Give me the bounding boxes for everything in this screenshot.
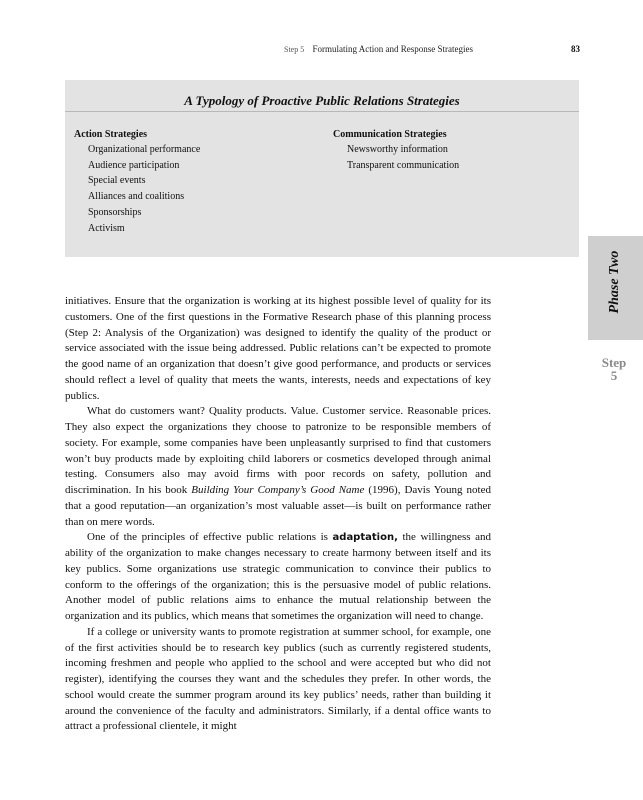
paragraph: initiatives. Ensure that the organization is working at its highest possible level of quality for its customers. One of the first questions in the Formative Research phase of this planning process (Step 2: Analysis of the Organization) was designed to identify the quality of the product or service associated with the issue being addressed. Public relations can’t be expected to promote the good name of an organization that doesn’t give good performance, and products or services should reflect a level of quality that meets the wants, interests, needs and expectations of key publics. — [65, 295, 491, 402]
step-marker-word: Step — [601, 355, 627, 370]
page-number: 83 — [571, 44, 580, 54]
communication-strategies-heading: Communication Strategies — [333, 129, 447, 140]
phase-tab — [588, 236, 643, 340]
action-strategy-item: Sponsorships — [88, 206, 142, 218]
step-marker-number: 5 — [610, 368, 618, 383]
action-strategy-item: Organizational performance — [88, 144, 201, 155]
action-strategy-item: Alliances and coalitions — [88, 191, 185, 203]
key-term: adaptation, — [332, 532, 398, 544]
paragraph-text: (1996), Davis Young noted that a good reputation—an organization’s most valuable asset—is built on performance rather than on mere words. — [65, 484, 491, 528]
paragraph-text: What do customers want? Quality products. Value. Customer service. Reasonable prices. They also expect the organizations they choose to patronize to be responsible members of society. For example, some companies have been unpleasantly surprised to find that customers won’t buy products made by exploiting child laborers or cosmetics developed through animal testing. Consumers also may avoid firms with poor records on safety, pollution and discrimination. In his book — [65, 405, 491, 496]
paragraph-text: the willingness and ability of the organization to make changes necessary to create harmony between itself and its key publics. Some organizations use strategic communication to convince their publics to conform to the offerings of the organization; this is the persuasive model of public relations. Another model of public relations aims to enhance the mutual relationship between the organization and its publics, which means that sometimes the organization will need to change. — [65, 531, 491, 622]
action-strategy-item: Audience participation — [88, 159, 180, 171]
running-head — [284, 42, 580, 56]
action-strategy-item: Activism — [88, 222, 125, 234]
paragraph: If a college or university wants to promote registration at summer school, for example, one of the first activities should be to research key publics (such as currently registered students, incoming freshmen and people who applied to the school and were accepted but who did not register), identifying the courses they want and the schedules they prefer. In other words, the school would create the summer program around its key publics’ needs, rather than building it around the convenience of the faculty and administrators. Similarly, if a dental office wants to attract a professional clientele, it might — [65, 625, 491, 733]
book-title: Building Your Company’s Good Name — [191, 484, 365, 496]
action-strategies-heading: Action Strategies — [74, 129, 148, 140]
typology-title: A Typology of Proactive Public Relations Strategies — [184, 93, 460, 108]
running-head-title: Formulating Action and Response Strategies — [312, 44, 473, 54]
phase-label: Phase Two — [607, 250, 622, 314]
running-head-step: Step 5 — [284, 45, 305, 54]
typology-divider — [65, 111, 579, 112]
action-strategy-item: Special events — [88, 175, 146, 187]
paragraph — [65, 530, 491, 625]
paragraph — [65, 404, 491, 530]
communication-strategies-column — [333, 127, 459, 173]
paragraph-text: One of the principles of effective public relations is — [87, 531, 333, 544]
communication-strategy-item: Transparent communication — [347, 159, 460, 171]
communication-strategy-item: Newsworthy information — [347, 144, 448, 155]
typology-box — [65, 80, 579, 257]
body-text — [65, 294, 491, 735]
step-marker — [592, 356, 636, 382]
action-strategies-column — [74, 127, 200, 236]
